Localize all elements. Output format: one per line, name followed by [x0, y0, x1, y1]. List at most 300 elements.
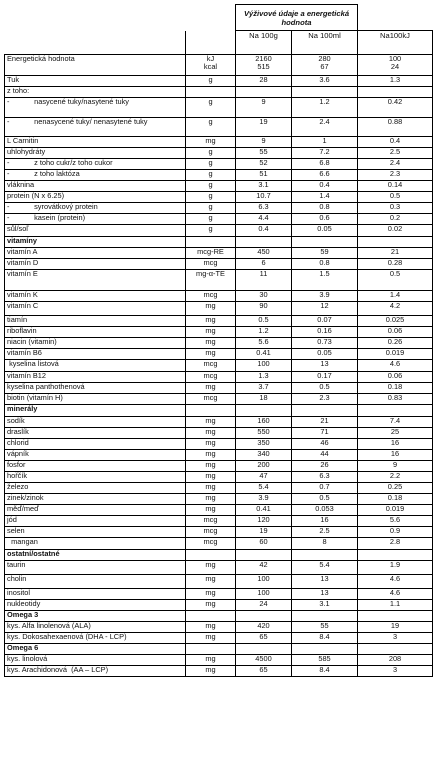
unit-cell: mg — [186, 575, 236, 589]
value-per-100kj-cell: 0.019 — [358, 505, 433, 516]
table-row — [5, 159, 433, 170]
column-header-per-100g: Na 100g — [236, 31, 292, 55]
unit-cell: mg — [186, 338, 236, 349]
value-per-100ml-cell: 0.16 — [292, 327, 358, 338]
nutrient-name-cell: minerály — [5, 405, 186, 417]
value-per-100g-cell: 55 — [236, 148, 292, 159]
nutrient-name-cell: zinek/zinok — [5, 494, 186, 505]
nutrient-name-cell: taurin — [5, 561, 186, 575]
value-per-100ml-cell: 8 — [292, 538, 358, 550]
table-row — [5, 655, 433, 666]
value-per-100ml-cell: 12 — [292, 302, 358, 316]
table-row — [5, 561, 433, 575]
value-per-100g-cell: 5.6 — [236, 338, 292, 349]
nutrient-name-cell: Energetická hodnota — [5, 55, 186, 76]
unit-cell: mg — [186, 483, 236, 494]
value-per-100ml-cell — [292, 237, 358, 248]
unit-cell: mg — [186, 472, 236, 483]
value-per-100ml-cell — [292, 644, 358, 655]
value-per-100g-cell: 52 — [236, 159, 292, 170]
value-per-100kj-cell: 19 — [358, 622, 433, 633]
unit-cell: mg — [186, 327, 236, 338]
value-per-100ml-cell: 3.6 — [292, 76, 358, 87]
nutrient-name-cell: tiamín — [5, 316, 186, 327]
nutrient-name-cell: hořčík — [5, 472, 186, 483]
unit-cell: mcg — [186, 372, 236, 383]
value-per-100g-cell: 3.9 — [236, 494, 292, 505]
table-row — [5, 349, 433, 360]
unit-cell: mg — [186, 494, 236, 505]
unit-cell: mcg — [186, 516, 236, 527]
value-per-100kj-cell: 1.9 — [358, 561, 433, 575]
unit-cell — [186, 405, 236, 417]
nutrient-name-cell: - syrovátkový protein — [5, 203, 186, 214]
value-per-100ml-cell: 8.4 — [292, 666, 358, 677]
section-header-row — [5, 550, 433, 561]
value-per-100ml-cell: 0.6 — [292, 214, 358, 225]
value-per-100kj-cell: 0.88 — [358, 118, 433, 137]
unit-cell: mg — [186, 655, 236, 666]
table-row — [5, 622, 433, 633]
table-row — [5, 316, 433, 327]
nutrient-name-cell: z toho: — [5, 87, 186, 98]
value-per-100kj-cell: 2.5 — [358, 148, 433, 159]
value-per-100kj-cell: 4.6 — [358, 360, 433, 372]
unit-cell: mcg — [186, 394, 236, 405]
unit-cell: mcg — [186, 291, 236, 302]
value-per-100g-cell: 65 — [236, 633, 292, 644]
nutrient-name-cell: L Carnitin — [5, 137, 186, 148]
value-per-100kj-cell: 0.5 — [358, 192, 433, 203]
value-per-100kj-cell: 0.26 — [358, 338, 433, 349]
unit-cell: g — [186, 203, 236, 214]
table-row — [5, 516, 433, 527]
value-per-100kj-cell: 0.83 — [358, 394, 433, 405]
nutrient-name-cell: selen — [5, 527, 186, 538]
value-per-100ml-cell: 0.05 — [292, 349, 358, 360]
value-per-100ml-cell: 59 — [292, 248, 358, 259]
table-row — [5, 360, 433, 372]
value-per-100g-cell — [236, 550, 292, 561]
value-per-100g-cell: 9 — [236, 137, 292, 148]
value-per-100kj-cell: 3 — [358, 633, 433, 644]
value-per-100ml-cell: 21 — [292, 417, 358, 428]
value-per-100kj-cell: 2.4 — [358, 159, 433, 170]
nutrient-name-cell: vitamín B12 — [5, 372, 186, 383]
value-per-100ml-cell: 0.17 — [292, 372, 358, 383]
nutrient-name-cell: kys. linolová — [5, 655, 186, 666]
unit-cell: g — [186, 192, 236, 203]
value-per-100g-cell: 2160 515 — [236, 55, 292, 76]
unit-cell: mcg — [186, 538, 236, 550]
value-per-100g-cell: 1.3 — [236, 372, 292, 383]
table-row — [5, 538, 433, 550]
value-per-100ml-cell: 585 — [292, 655, 358, 666]
value-per-100ml-cell: 0.5 — [292, 494, 358, 505]
value-per-100kj-cell: 4.6 — [358, 589, 433, 600]
nutrient-name-cell: fosfor — [5, 461, 186, 472]
value-per-100g-cell: 30 — [236, 291, 292, 302]
unit-cell: g — [186, 181, 236, 192]
value-per-100ml-cell: 0.4 — [292, 181, 358, 192]
value-per-100kj-cell: 0.025 — [358, 316, 433, 327]
nutrient-name-cell: chlorid — [5, 439, 186, 450]
value-per-100kj-cell: 0.5 — [358, 270, 433, 291]
unit-cell: mg — [186, 633, 236, 644]
value-per-100kj-cell: 0.02 — [358, 225, 433, 237]
value-per-100g-cell: 42 — [236, 561, 292, 575]
value-per-100ml-cell: 2.3 — [292, 394, 358, 405]
nutrition-document — [4, 4, 432, 677]
value-per-100ml-cell: 2.5 — [292, 527, 358, 538]
nutrition-table — [4, 4, 433, 677]
table-row — [5, 600, 433, 611]
table-row — [5, 372, 433, 383]
value-per-100ml-cell — [292, 405, 358, 417]
column-header-per-100ml: Na 100ml — [292, 31, 358, 55]
nutrient-name-cell: sodík — [5, 417, 186, 428]
value-per-100g-cell: 6.3 — [236, 203, 292, 214]
nutrient-name-cell: cholin — [5, 575, 186, 589]
value-per-100g-cell: 100 — [236, 589, 292, 600]
table-row — [5, 270, 433, 291]
table-row — [5, 494, 433, 505]
nutrient-name-cell: kys. Dokosahexaenová (DHA - LCP) — [5, 633, 186, 644]
table-row — [5, 461, 433, 472]
table-row — [5, 383, 433, 394]
header-blank-cell — [358, 5, 433, 31]
unit-cell: mg — [186, 666, 236, 677]
nutrient-name-cell: vitamín E — [5, 270, 186, 291]
nutrition-table-body — [5, 5, 433, 677]
value-per-100g-cell: 0.4 — [236, 225, 292, 237]
nutrient-name-cell: ostatní/ostatné — [5, 550, 186, 561]
value-per-100ml-cell: 0.73 — [292, 338, 358, 349]
unit-cell: mg — [186, 428, 236, 439]
table-row — [5, 327, 433, 338]
value-per-100g-cell — [236, 644, 292, 655]
value-per-100g-cell: 90 — [236, 302, 292, 316]
value-per-100ml-cell: 7.2 — [292, 148, 358, 159]
section-header-row — [5, 611, 433, 622]
unit-cell — [186, 550, 236, 561]
value-per-100ml-cell: 6.6 — [292, 170, 358, 181]
value-per-100g-cell: 11 — [236, 270, 292, 291]
nutrient-name-cell: Omega 6 — [5, 644, 186, 655]
table-row — [5, 450, 433, 461]
value-per-100kj-cell — [358, 644, 433, 655]
nutrient-name-cell: měď/meď — [5, 505, 186, 516]
value-per-100g-cell: 100 — [236, 360, 292, 372]
value-per-100ml-cell: 0.5 — [292, 383, 358, 394]
table-row — [5, 575, 433, 589]
value-per-100kj-cell: 1.4 — [358, 291, 433, 302]
value-per-100kj-cell: 3 — [358, 666, 433, 677]
value-per-100g-cell: 0.5 — [236, 316, 292, 327]
value-per-100g-cell: 100 — [236, 575, 292, 589]
unit-cell: mg-α-TE — [186, 270, 236, 291]
value-per-100ml-cell: 2.4 — [292, 118, 358, 137]
nutrient-name-cell: biotin (vitamín H) — [5, 394, 186, 405]
unit-cell — [186, 87, 236, 98]
value-per-100ml-cell — [292, 550, 358, 561]
table-row — [5, 259, 433, 270]
value-per-100kj-cell: 100 24 — [358, 55, 433, 76]
value-per-100g-cell: 65 — [236, 666, 292, 677]
unit-cell: mg — [186, 302, 236, 316]
nutrient-name-cell: nukleotidy — [5, 600, 186, 611]
nutrient-name-cell: vláknina — [5, 181, 186, 192]
nutrient-name-cell: - kasein (protein) — [5, 214, 186, 225]
value-per-100kj-cell: 2.8 — [358, 538, 433, 550]
table-row — [5, 225, 433, 237]
unit-cell: mcg-RE — [186, 248, 236, 259]
value-per-100g-cell — [236, 237, 292, 248]
table-row — [5, 170, 433, 181]
value-per-100ml-cell: 55 — [292, 622, 358, 633]
value-per-100ml-cell: 13 — [292, 589, 358, 600]
nutrient-name-cell: Omega 3 — [5, 611, 186, 622]
value-per-100g-cell: 28 — [236, 76, 292, 87]
nutrient-name-cell: železo — [5, 483, 186, 494]
unit-cell: g — [186, 159, 236, 170]
table-row — [5, 98, 433, 118]
value-per-100ml-cell: 1.5 — [292, 270, 358, 291]
table-row — [5, 181, 433, 192]
value-per-100kj-cell: 0.06 — [358, 372, 433, 383]
value-per-100kj-cell: 208 — [358, 655, 433, 666]
section-header-row — [5, 405, 433, 417]
table-row — [5, 148, 433, 159]
table-row — [5, 214, 433, 225]
value-per-100kj-cell — [358, 405, 433, 417]
value-per-100g-cell: 450 — [236, 248, 292, 259]
table-title: Výživové údaje a energetická hodnota — [236, 5, 358, 31]
value-per-100kj-cell: 16 — [358, 439, 433, 450]
value-per-100kj-cell: 5.6 — [358, 516, 433, 527]
value-per-100kj-cell — [358, 87, 433, 98]
value-per-100kj-cell: 1.3 — [358, 76, 433, 87]
unit-cell: mg — [186, 439, 236, 450]
value-per-100kj-cell: 1.1 — [358, 600, 433, 611]
unit-cell: g — [186, 225, 236, 237]
nutrient-name-cell: niacin (vitamin) — [5, 338, 186, 349]
table-row — [5, 428, 433, 439]
unit-cell: mcg — [186, 360, 236, 372]
nutrient-name-cell: - z toho laktóza — [5, 170, 186, 181]
value-per-100ml-cell: 0.07 — [292, 316, 358, 327]
value-per-100kj-cell: 25 — [358, 428, 433, 439]
nutrient-name-cell: vápník — [5, 450, 186, 461]
value-per-100g-cell: 4.4 — [236, 214, 292, 225]
unit-cell: mg — [186, 450, 236, 461]
header-blank-cell — [5, 31, 186, 55]
value-per-100kj-cell — [358, 550, 433, 561]
value-per-100g-cell — [236, 611, 292, 622]
nutrient-name-cell: inositol — [5, 589, 186, 600]
unit-cell: mg — [186, 561, 236, 575]
value-per-100g-cell: 9 — [236, 98, 292, 118]
nutrient-name-cell: Tuk — [5, 76, 186, 87]
value-per-100kj-cell: 0.25 — [358, 483, 433, 494]
nutrient-name-cell: vitamín D — [5, 259, 186, 270]
nutrient-name-cell: draslík — [5, 428, 186, 439]
value-per-100g-cell: 420 — [236, 622, 292, 633]
header-blank-cell — [186, 5, 236, 31]
value-per-100ml-cell: 1.4 — [292, 192, 358, 203]
nutrient-name-cell: uhlohydráty — [5, 148, 186, 159]
table-row — [5, 439, 433, 450]
table-row — [5, 203, 433, 214]
nutrient-name-cell: vitamín K — [5, 291, 186, 302]
value-per-100ml-cell: 6.3 — [292, 472, 358, 483]
value-per-100kj-cell: 0.4 — [358, 137, 433, 148]
value-per-100g-cell — [236, 405, 292, 417]
unit-cell: g — [186, 118, 236, 137]
value-per-100g-cell: 120 — [236, 516, 292, 527]
value-per-100g-cell: 340 — [236, 450, 292, 461]
value-per-100ml-cell: 0.7 — [292, 483, 358, 494]
value-per-100g-cell: 6 — [236, 259, 292, 270]
table-row — [5, 192, 433, 203]
unit-cell: mcg — [186, 259, 236, 270]
unit-cell: mg — [186, 600, 236, 611]
header-blank-cell — [186, 31, 236, 55]
table-row — [5, 55, 433, 76]
value-per-100g-cell: 18 — [236, 394, 292, 405]
table-row — [5, 394, 433, 405]
value-per-100g-cell: 350 — [236, 439, 292, 450]
value-per-100ml-cell: 46 — [292, 439, 358, 450]
nutrient-name-cell: kys. Alfa linolenová (ALA) — [5, 622, 186, 633]
value-per-100g-cell: 0.41 — [236, 349, 292, 360]
value-per-100g-cell: 200 — [236, 461, 292, 472]
unit-cell: mg — [186, 316, 236, 327]
value-per-100ml-cell: 3.1 — [292, 600, 358, 611]
value-per-100g-cell: 3.1 — [236, 181, 292, 192]
value-per-100g-cell: 160 — [236, 417, 292, 428]
value-per-100ml-cell: 1 — [292, 137, 358, 148]
unit-cell: g — [186, 148, 236, 159]
table-row — [5, 248, 433, 259]
section-header-row — [5, 644, 433, 655]
value-per-100kj-cell: 0.18 — [358, 494, 433, 505]
value-per-100ml-cell — [292, 611, 358, 622]
value-per-100ml-cell: 26 — [292, 461, 358, 472]
value-per-100g-cell: 60 — [236, 538, 292, 550]
nutrient-name-cell: kys. Arachidonová (AA – LCP) — [5, 666, 186, 677]
value-per-100ml-cell: 0.053 — [292, 505, 358, 516]
value-per-100g-cell: 51 — [236, 170, 292, 181]
value-per-100ml-cell: 0.8 — [292, 259, 358, 270]
value-per-100ml-cell: 280 67 — [292, 55, 358, 76]
value-per-100ml-cell: 44 — [292, 450, 358, 461]
value-per-100g-cell: 47 — [236, 472, 292, 483]
value-per-100kj-cell: 21 — [358, 248, 433, 259]
value-per-100kj-cell: 9 — [358, 461, 433, 472]
unit-cell: mg — [186, 622, 236, 633]
nutrient-name-cell: sůl/soľ — [5, 225, 186, 237]
header-blank-cell — [5, 5, 186, 31]
value-per-100ml-cell: 0.05 — [292, 225, 358, 237]
table-row — [5, 302, 433, 316]
header-title-row — [5, 5, 433, 31]
unit-cell — [186, 611, 236, 622]
value-per-100kj-cell — [358, 611, 433, 622]
value-per-100kj-cell: 2.3 — [358, 170, 433, 181]
unit-cell: mg — [186, 505, 236, 516]
value-per-100ml-cell: 16 — [292, 516, 358, 527]
unit-cell: mcg — [186, 527, 236, 538]
table-row — [5, 505, 433, 516]
column-header-per-100kj: Na100kJ — [358, 31, 433, 55]
unit-cell: mg — [186, 461, 236, 472]
value-per-100kj-cell: 0.42 — [358, 98, 433, 118]
table-row — [5, 527, 433, 538]
value-per-100g-cell: 19 — [236, 527, 292, 538]
unit-cell: mg — [186, 349, 236, 360]
table-row — [5, 76, 433, 87]
table-row — [5, 483, 433, 494]
value-per-100g-cell: 10.7 — [236, 192, 292, 203]
table-row — [5, 338, 433, 349]
nutrient-name-cell: kyselina panthothenová — [5, 383, 186, 394]
section-header-row — [5, 237, 433, 248]
header-columns-row — [5, 31, 433, 55]
value-per-100kj-cell: 0.28 — [358, 259, 433, 270]
unit-cell: g — [186, 214, 236, 225]
unit-cell: g — [186, 170, 236, 181]
value-per-100kj-cell — [358, 237, 433, 248]
unit-cell: g — [186, 76, 236, 87]
table-row — [5, 291, 433, 302]
table-row — [5, 472, 433, 483]
value-per-100kj-cell: 0.019 — [358, 349, 433, 360]
nutrient-name-cell: vitamíny — [5, 237, 186, 248]
value-per-100g-cell: 0.41 — [236, 505, 292, 516]
value-per-100ml-cell: 0.8 — [292, 203, 358, 214]
nutrient-name-cell: vitamín A — [5, 248, 186, 259]
value-per-100kj-cell: 0.14 — [358, 181, 433, 192]
nutrient-name-cell: vitamín B6 — [5, 349, 186, 360]
value-per-100kj-cell: 4.2 — [358, 302, 433, 316]
value-per-100g-cell: 5.4 — [236, 483, 292, 494]
value-per-100ml-cell: 5.4 — [292, 561, 358, 575]
value-per-100g-cell: 3.7 — [236, 383, 292, 394]
value-per-100ml-cell: 3.9 — [292, 291, 358, 302]
nutrient-name-cell: - nasycené tuky/nasytené tuky — [5, 98, 186, 118]
table-row — [5, 118, 433, 137]
nutrient-name-cell: kyselina listová — [5, 360, 186, 372]
value-per-100ml-cell: 71 — [292, 428, 358, 439]
nutrient-name-cell: vitamín C — [5, 302, 186, 316]
value-per-100ml-cell: 6.8 — [292, 159, 358, 170]
table-row — [5, 633, 433, 644]
value-per-100ml-cell: 13 — [292, 360, 358, 372]
nutrient-name-cell: protein (N x 6.25) — [5, 192, 186, 203]
value-per-100ml-cell: 8.4 — [292, 633, 358, 644]
value-per-100kj-cell: 0.3 — [358, 203, 433, 214]
unit-cell: mg — [186, 589, 236, 600]
unit-cell: mg — [186, 383, 236, 394]
value-per-100g-cell: 19 — [236, 118, 292, 137]
value-per-100kj-cell: 2.2 — [358, 472, 433, 483]
unit-cell — [186, 644, 236, 655]
nutrient-name-cell: mangan — [5, 538, 186, 550]
value-per-100g-cell: 1.2 — [236, 327, 292, 338]
value-per-100kj-cell: 16 — [358, 450, 433, 461]
value-per-100ml-cell — [292, 87, 358, 98]
